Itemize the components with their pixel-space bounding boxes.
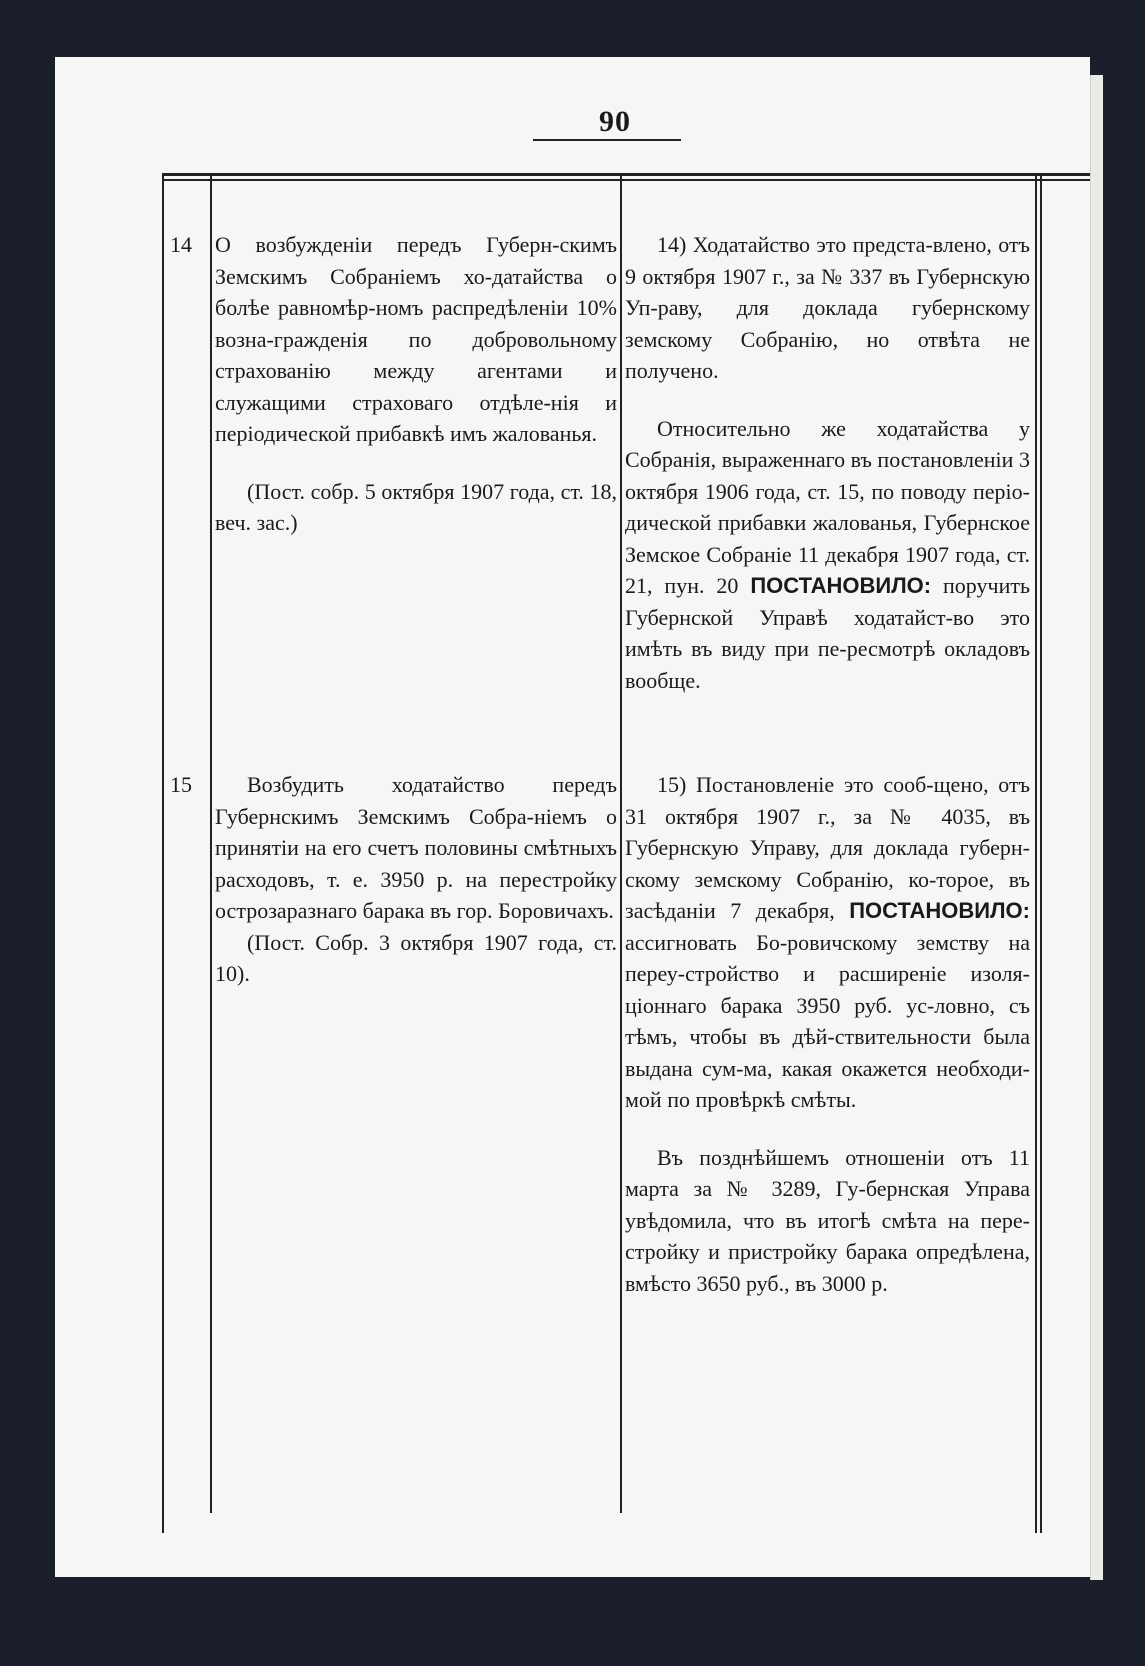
document-page	[55, 57, 1090, 1577]
entry-execution-column	[625, 229, 1030, 696]
resolution-text: Возбудить ходатайство передъ Губернскимъ Земскимъ Собра-ніемъ о принятіи на его счетъ половины смѣтныхъ расходовъ, т. е. 3950 р. на перестройку острозаразнаго барака въ гор. Боровичахъ.	[215, 772, 617, 923]
entry-resolution-column	[215, 229, 617, 539]
execution-text: 15) Постановленіе это сооб-щено, отъ 31 октября 1907 г., за № 4035, въ Губернскую Управу, для доклада губерн-скому земскому Собранію, ко-торое, въ засѣданіи 7 декабря, ПОСТАНОВИЛО: ассигновать Бо-ровичскому земству на переу-стройство и расширеніе изоля-ціоннаго барака 3950 руб. ус-ловно, съ тѣмъ, чтобы въ дѣй-ствительности была выдана сум-ма, какая окажется необходи-мой по провѣркѣ смѣты.	[625, 772, 1030, 1112]
table-top-rule	[162, 173, 1090, 176]
resolution-text: О возбужденіи передъ Губерн-скимъ Земскимъ Собраніемъ хо-датайства о болѣе равномѣр-номъ распредѣленіи 10% возна-гражденія по добровольному страхованію между агентами и служащими страховаго отдѣле-нія и періодической прибавкѣ имъ жалованья.	[215, 232, 617, 446]
emphasis-word: ПОСТАНОВИЛО:	[849, 898, 1030, 923]
entry-execution-column	[625, 769, 1030, 1299]
resolution-reference: (Пост. Собр. 3 октября 1907 года, ст. 10).	[215, 929, 617, 986]
resolution-reference: (Пост. собр. 5 октября 1907 года, ст. 18, веч. зас.)	[215, 478, 617, 535]
table-border-right-outer	[1040, 173, 1042, 1533]
table-column-divider-number	[210, 173, 212, 1513]
table-top-rule-secondary	[162, 179, 1090, 181]
entry-number: 14	[170, 232, 192, 257]
table-column-divider-middle	[620, 173, 622, 1513]
emphasis-word: ПОСТАНОВИЛО:	[750, 573, 932, 598]
page-edge	[1090, 75, 1103, 1580]
entry-resolution-column	[215, 769, 617, 990]
page-number: 90	[599, 105, 631, 138]
table-border-right	[1035, 173, 1037, 1533]
execution-text: 14) Ходатайство это предста-влено, отъ 9 октября 1907 г., за № 337 въ Губернскую Уп-раву, для доклада губернскому земскому Собранію, но отвѣта не получено.	[625, 232, 1030, 383]
execution-text: Въ позднѣйшемъ отношеніи отъ 11 марта за № 3289, Гу-бернская Управа увѣдомила, что въ итогѣ смѣта на пере-стройку и пристройку барака опредѣлена, вмѣсто 3650 руб., въ 3000 р.	[625, 1144, 1030, 1296]
page-number-rule	[533, 139, 681, 141]
execution-text: Относительно же ходатайства у Собранія, выраженнаго въ постановленіи 3 октября 1906 года, ст. 15, по поводу періо-дической прибавки жалованья, Губернское Земское Собраніе 11 декабря 1907 года, ст. 21, пун. 20 ПОСТАНОВИЛО: поручить Губернской Управѣ ходатайст-во это имѣть въ виду при пе-ресмотрѣ окладовъ вообще.	[625, 415, 1031, 693]
entry-number: 15	[170, 772, 192, 797]
table-border-left	[162, 173, 164, 1533]
